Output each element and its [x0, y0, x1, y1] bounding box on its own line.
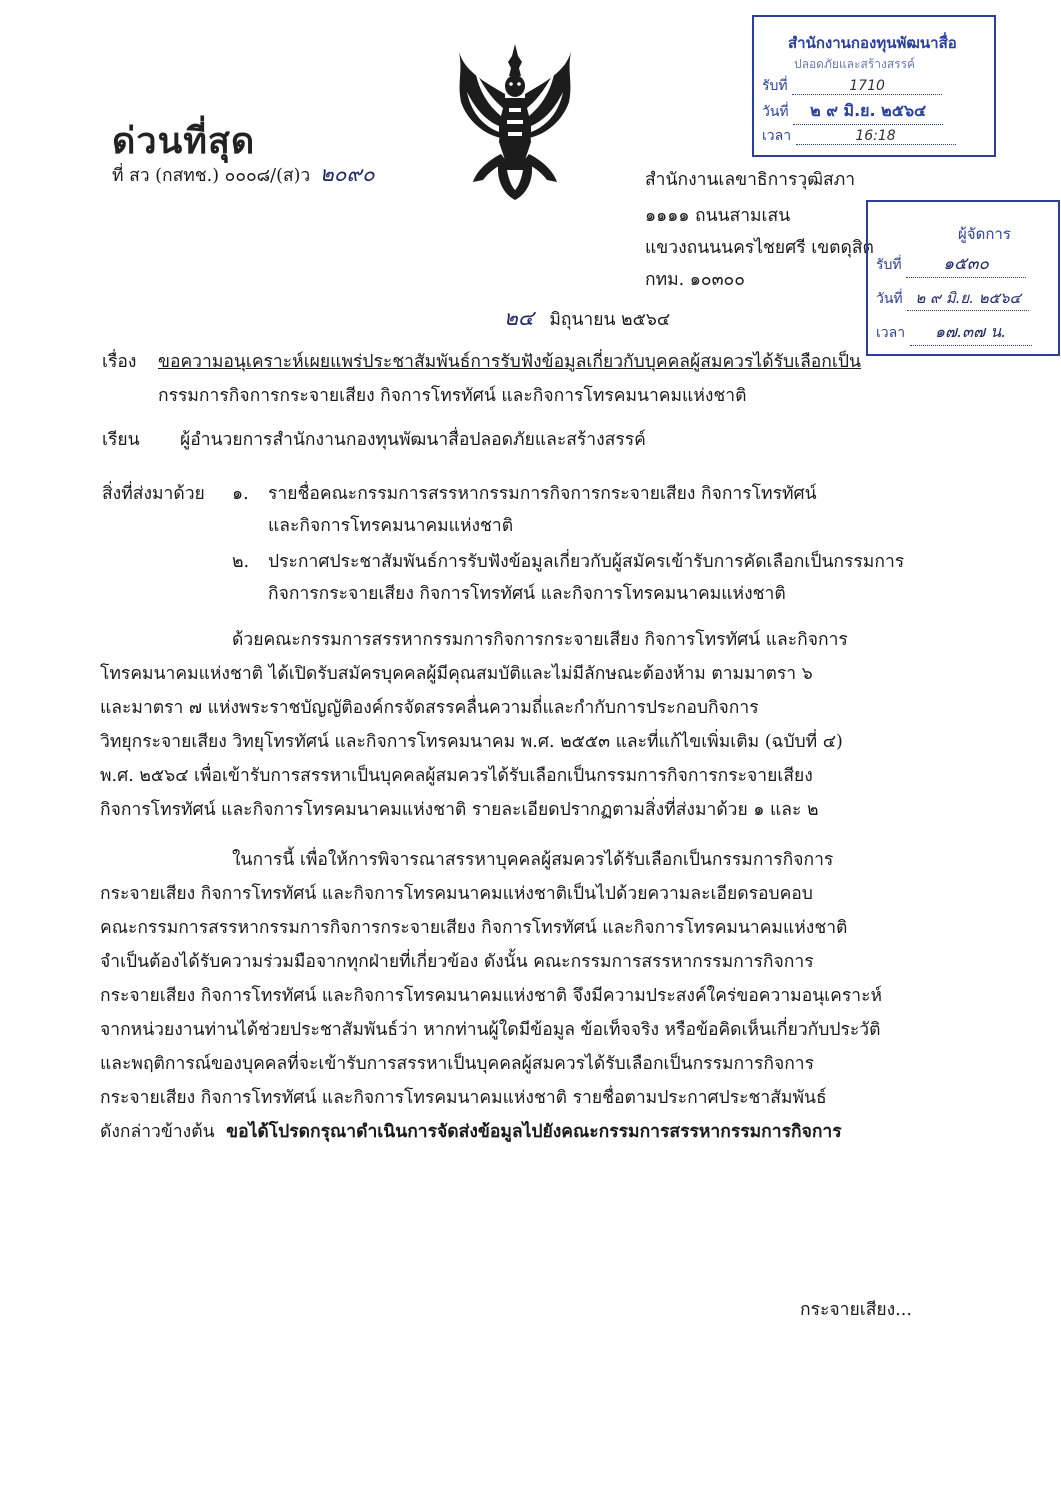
enclosure-2-line-1: ประกาศประชาสัมพันธ์การรับฟังข้อมูลเกี่ยวกับผู้สมัครเข้ารับการคัดเลือกเป็นกรรมการ — [268, 552, 905, 572]
subject-line-1-text: ขอความอนุเคราะห์เผยแพร่ประชาสัมพันธ์การรับฟังข้อมูลเกี่ยวกับบุคคลผู้สมควรได้รับเลือกเป็น — [158, 352, 861, 372]
stamp-time-row — [762, 125, 956, 147]
received-stamp-manager — [866, 200, 1060, 356]
enclosure-1-line-2: และกิจการโทรคมนาคมแห่งชาติ — [268, 516, 514, 536]
letter-date-month-year: มิถุนายน ๒๕๖๔ — [549, 310, 671, 330]
paragraph-2-line-1: ในการนี้ เพื่อให้การพิจารณาสรรหาบุคคลผู้สมควรได้รับเลือกเป็นกรรมการกิจการ — [232, 850, 834, 870]
paragraph-2-line-9 — [100, 1116, 842, 1148]
stamp-title: สำนักงานกองทุนพัฒนาสื่อ — [788, 34, 957, 52]
enclosure-1-line-1: รายชื่อคณะกรรมการสรรหากรรมการกิจการกระจายเสียง กิจการโทรทัศน์ — [268, 484, 817, 504]
manager-date-row — [876, 286, 1029, 311]
stamp-date-row — [762, 99, 943, 125]
manager-received-row — [876, 250, 1026, 278]
manager-received-value: ๑๕๓๐ — [906, 250, 1026, 278]
paragraph-1-line-3: และมาตรา ๗ แห่งพระราชบัญญัติองค์กรจัดสรรคลื่นความถี่และกำกับการประกอบกิจการ — [100, 698, 759, 718]
manager-date-label: วันที่ — [876, 291, 903, 307]
paragraph-1-line-4: วิทยุกระจายเสียง วิทยุโทรทัศน์ และกิจการโทรคมนาคม พ.ศ. ๒๕๕๓ และที่แก้ไขเพิ่มเติม (ฉบับที่ ๔) — [100, 732, 843, 752]
enclosure-2-number: ๒. — [232, 552, 250, 572]
manager-time-label: เวลา — [876, 325, 906, 341]
manager-date-value: ๒ ๙ มิ.ย. ๒๕๖๔ — [907, 286, 1029, 311]
sender-line-3: แขวงถนนนครไชยศรี เขตดุสิต — [645, 238, 874, 258]
stamp-date-label: วันที่ — [762, 104, 789, 120]
manager-received-label: รับที่ — [876, 257, 902, 273]
recipient-name: ผู้อำนวยการสำนักงานกองทุนพัฒนาสื่อปลอดภัยและสร้างสรรค์ — [180, 430, 646, 450]
stamp-time-label: เวลา — [762, 128, 792, 144]
paragraph-2-line-9-bold: ขอได้โปรดกรุณาดำเนินการจัดส่งข้อมูลไปยังคณะกรรมการสรรหากรรมการกิจการ — [226, 1122, 842, 1142]
urgency-label: ด่วนที่สุด — [112, 120, 256, 162]
paragraph-1-line-6: กิจการโทรทัศน์ และกิจการโทรคมนาคมแห่งชาติ รายละเอียดปรากฏตามสิ่งที่ส่งมาด้วย ๑ และ ๒ — [100, 800, 819, 820]
enclosure-2-line-2: กิจการกระจายเสียง กิจการโทรทัศน์ และกิจการโทรคมนาคมแห่งชาติ — [268, 584, 786, 604]
paragraph-1-line-5: พ.ศ. ๒๕๖๔ เพื่อเข้ารับการสรรหาเป็นบุคคลผู้สมควรได้รับเลือกเป็นกรรมการกิจการกระจายเสียง — [100, 766, 813, 786]
manager-stamp-title: ผู้จัดการ — [958, 225, 1011, 243]
paragraph-1-line-1: ด้วยคณะกรรมการสรรหากรรมการกิจการกระจายเสียง กิจการโทรทัศน์ และกิจการ — [232, 630, 848, 650]
document-number — [112, 158, 375, 192]
paragraph-2-line-6: จากหน่วยงานท่านได้ช่วยประชาสัมพันธ์ว่า หากท่านผู้ใดมีข้อมูล ข้อเท็จจริง หรือข้อคิดเห็นเกี่ยวกับประวัติ — [100, 1020, 881, 1040]
sender-line-4: กทม. ๑๐๓๐๐ — [645, 270, 745, 290]
stamp-received-label: รับที่ — [762, 78, 788, 94]
paragraph-2-line-8: กระจายเสียง กิจการโทรทัศน์ และกิจการโทรคมนาคมแห่งชาติ รายชื่อตามประกาศประชาสัมพันธ์ — [100, 1088, 827, 1108]
received-stamp-media-fund — [752, 15, 996, 157]
paragraph-2-line-4: จำเป็นต้องได้รับความร่วมมือจากทุกฝ่ายที่เกี่ยวข้อง ดังนั้น คณะกรรมการสรรหากรรมการกิจการ — [100, 952, 814, 972]
stamp-received-value: 1710 — [792, 78, 942, 95]
sender-line-1: สำนักงานเลขาธิการวุฒิสภา — [645, 170, 856, 190]
paragraph-1-line-2: โทรคมนาคมแห่งชาติ ได้เปิดรับสมัครบุคคลผู้มีคุณสมบัติและไม่มีลักษณะต้องห้าม ตามมาตรา ๖ — [100, 664, 813, 684]
document-number-handwritten: ๒๐๙๐ — [319, 162, 375, 186]
paragraph-2-line-3: คณะกรรมการสรรหากรรมการกิจการกระจายเสียง กิจการโทรทัศน์ และกิจการโทรคมนาคมแห่งชาติ — [100, 918, 848, 938]
document-number-printed: ที่ สว (กสทช.) ๐๐๐๘/(ส)ว — [112, 166, 311, 186]
manager-time-value: ๑๗.๓๗ น. — [910, 320, 1032, 346]
sender-line-2: ๑๑๑๑ ถนนสามเสน — [645, 206, 791, 226]
letter-date-day: ๒๔ — [504, 306, 534, 330]
enclosure-1-number: ๑. — [232, 484, 249, 504]
subject-label: เรื่อง — [102, 352, 137, 372]
letter-date — [504, 302, 670, 336]
recipient-label: เรียน — [102, 430, 140, 450]
paragraph-2-line-5: กระจายเสียง กิจการโทรทัศน์ และกิจการโทรคมนาคมแห่งชาติ จึงมีความประสงค์ใคร่ขอความอนุเคราะห์ — [100, 986, 883, 1006]
garuda-emblem-icon — [455, 42, 575, 202]
paragraph-2-line-2: กระจายเสียง กิจการโทรทัศน์ และกิจการโทรคมนาคมแห่งชาติเป็นไปด้วยความละเอียดรอบคอบ — [100, 884, 813, 904]
stamp-received-row — [762, 75, 942, 97]
subject-line-1 — [158, 346, 861, 378]
paragraph-2-line-7: และพฤติการณ์ของบุคคลที่จะเข้ารับการสรรหาเป็นบุคคลผู้สมควรได้รับเลือกเป็นกรรมการกิจการ — [100, 1054, 815, 1074]
stamp-date-value: ๒ ๙ มิ.ย. ๒๕๖๔ — [793, 99, 943, 125]
enclosures-label: สิ่งที่ส่งมาด้วย — [102, 484, 205, 504]
manager-time-row — [876, 320, 1032, 346]
subject-line-2: กรรมการกิจการกระจายเสียง กิจการโทรทัศน์ และกิจการโทรคมนาคมแห่งชาติ — [158, 386, 747, 406]
continuation-text: กระจายเสียง... — [800, 1300, 912, 1320]
stamp-time-value: 16:18 — [796, 128, 956, 145]
stamp-subtitle: ปลอดภัยและสร้างสรรค์ — [794, 57, 916, 71]
paragraph-2-line-9-plain: ดังกล่าวข้างต้น — [100, 1122, 215, 1142]
